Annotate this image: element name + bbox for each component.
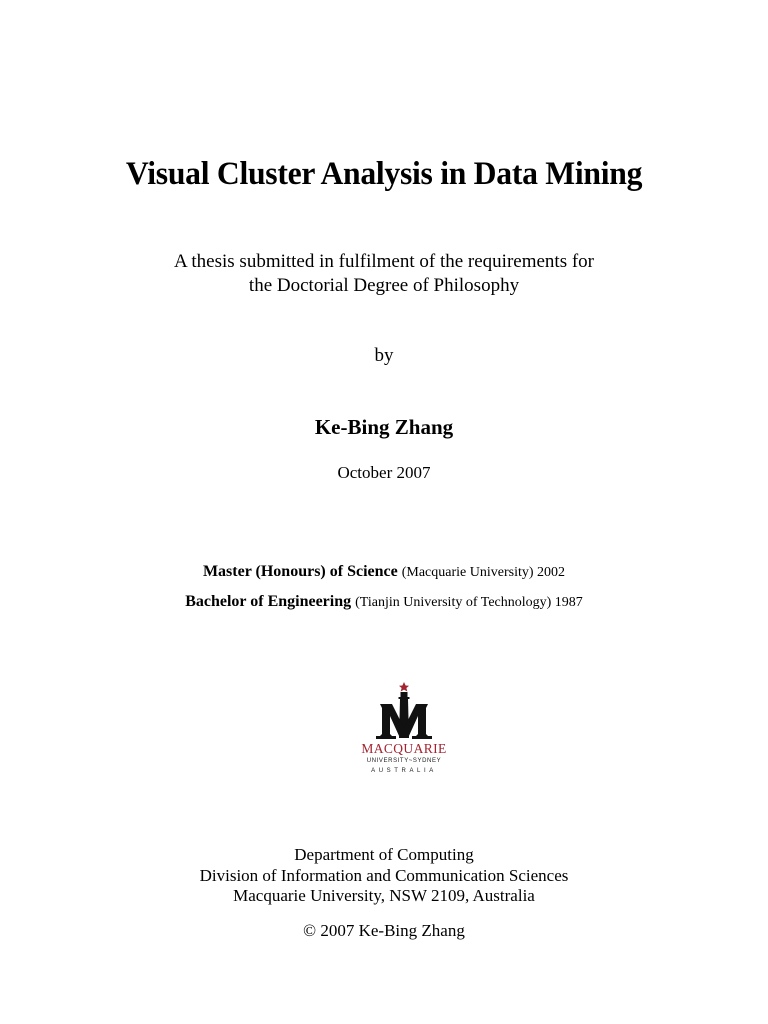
- degree-bachelor-institution: (Tianjin University of Technology) 1987: [355, 595, 583, 610]
- by-label: by: [374, 345, 394, 366]
- degree-master: [0, 563, 768, 581]
- degree-bachelor-name: Bachelor of Engineering: [185, 593, 352, 610]
- degree-master-name: Master (Honours) of Science: [202, 563, 398, 580]
- department-line-1: Department of Computing: [294, 845, 474, 864]
- copyright-notice: © 2007 Ke-Bing Zhang: [303, 921, 465, 940]
- logo-tagline: UNIVERSITY~SYDNEY: [366, 758, 442, 764]
- department-line-3: Macquarie University, NSW 2109, Australia: [233, 886, 535, 905]
- author-name: Ke-Bing Zhang: [314, 415, 454, 439]
- subtitle-line-1: A thesis submitted in fulfilment of the requirements for: [173, 251, 595, 272]
- degree-master-institution: (Macquarie University) 2002: [401, 565, 566, 580]
- logo-wordmark: MACQUARIE: [361, 741, 447, 756]
- macquarie-university-logo: [354, 682, 454, 778]
- macquarie-lighthouse-icon: [354, 682, 454, 742]
- logo-country: AUSTRALIA: [371, 768, 437, 774]
- submission-date: October 2007: [337, 463, 431, 482]
- degree-bachelor: [0, 593, 768, 611]
- subtitle-line-2: the Doctorial Degree of Philosophy: [248, 275, 520, 296]
- department-line-2: Division of Information and Communication Sciences: [199, 866, 569, 885]
- thesis-title: Visual Cluster Analysis in Data Mining: [125, 156, 643, 192]
